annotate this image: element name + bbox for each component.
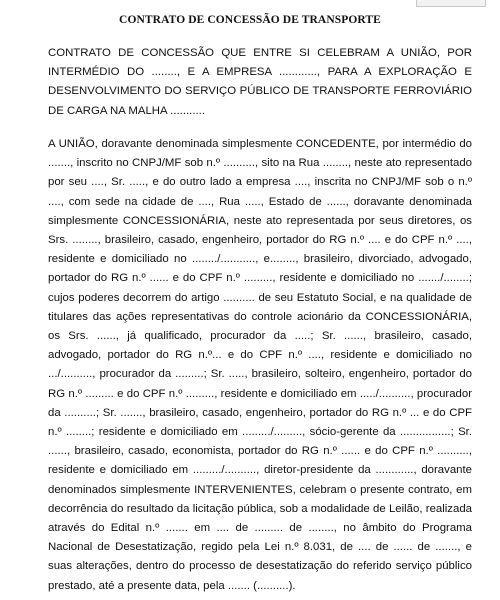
window-corner-tab (416, 0, 486, 7)
intro-paragraph: CONTRATO DE CONCESSÃO QUE ENTRE SI CELEBRAM A UNIÃO, POR INTERMÉDIO DO ........, E A EMPRESA ............, PARA A EXPLORAÇÃO E DESENVOLVIMENTO DO SERVIÇO PÚBLICO DE TRANSPORTE FERROVIÁRIO DE CARGA NA MALHA ........... (48, 47, 472, 117)
document-title: CONTRATO DE CONCESSÃO DE TRANSPORTE (119, 14, 381, 26)
body-paragraph: A UNIÃO, doravante denominada simplesmente CONCEDENTE, por intermédio do ......., inscrito no CNPJ/MF sob n.º .........., sito na Rua ........, neste ato representado por seu ...., Sr. ....., e do outro lado a empresa ...., inscrita no CNPJ/MF sob o n.º ...., com sede na cidade de ...., Rua ....., Estado de ......, doravante denominada simplesmente CONCESSIONÁRIA, neste ato representada por seus diretores, os Srs. ........, brasileiro, casado, engenheiro, portador do RG n.º .... e do CPF n.º ...., residente e domiciliado no ......../..........., e........, brasileiro, divorciado, advogado, portador do RG n.º ...... e do CPF n.º ........., residente e domiciliado no ......./........; cujos poderes decorrem do artigo .......... de seu Estatuto Social, e na qualidade de titulares das ações representativas do controle acionário da CONCESSIONÁRIA, os Srs. ......, já qualificado, procurador da .....; Sr. ......, brasileiro, casado, advogado, portador do RG n.º... e do CPF n.º ...., residente e domiciliado no .../.........., procurador da .........; Sr. ....., brasileiro, solteiro, engenheiro, portador do RG n.º ......... e do CPF n.º ........., residente e domiciliado em ...../.........., procurador da ..........; Sr. ......., brasileiro, casado, engenheiro, portador do RG n.º ... e do CPF n.º ........; residente e domiciliado em ........./........., sócio-gerente da ................; Sr. ......, brasileiro, casado, economista, portador do RG n.º ...... e do CPF n.º .........., residente e domiciliado em ........./.........., diretor-presidente da ............, doravante denominados simplesmente INTERVENIENTES, celebram o presente contrato, em decorrência do resultado da licitação pública, sob a modalidade de Leilão, realizada através do Edital n.º ....... em .... de ......... de ........, no âmbito do Programa Nacional de Desestatização, regido pela Lei n.º 8.031, de .... de ...... de ......., e suas alterações, dentro do processo de desestatização do referido serviço público prestado, até a presente data, pela ....... (..........). (48, 138, 472, 592)
